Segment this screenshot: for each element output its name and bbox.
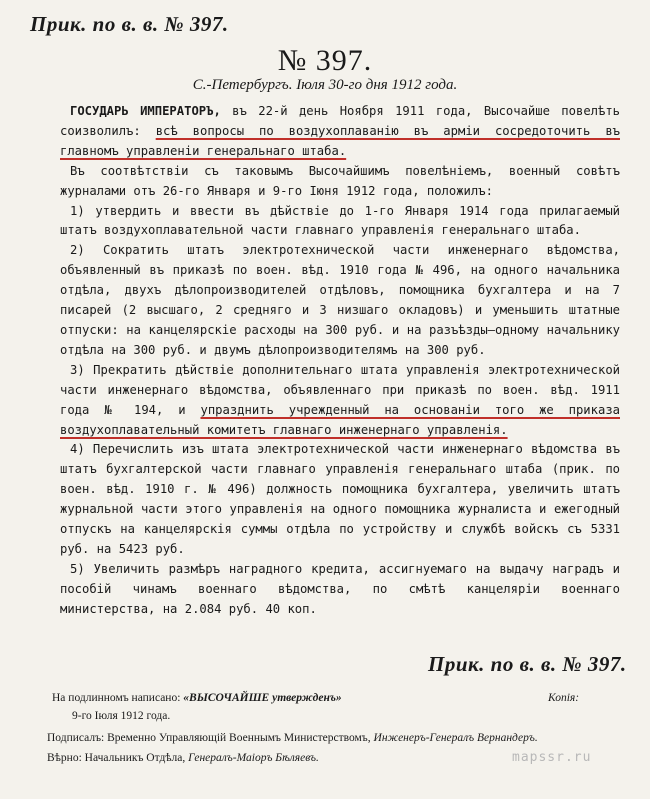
paragraph-item-1: 1) утвердить и ввести въ дѣйствіе до 1-го Января 1914 года прилагаемый штатъ воздухоплавательной части главнаго управленія генеральнаго штаба. [60,203,620,238]
order-reference-header: Прик. по в. в. № 397. [30,12,229,36]
order-reference-footer: Прик. по в. в. № 397. [428,652,627,676]
paragraph-decree [60,102,620,162]
original-note [52,692,342,704]
signed-value: Временно Управляющій Военнымъ Министерствомъ, [107,732,371,744]
document-number: № 397. [277,44,373,77]
original-date: 9-го Іюля 1912 года. [72,710,171,722]
decree-text: въ 22-й день Ноября 1911 года, Высочайше повелѣть соизволилъ: [60,104,621,138]
decree-underlined-text: всѣ вопросы по воздухоплаванію въ арміи сосредоточить въ главномъ управленіи генеральнаго штаба. [60,123,620,158]
item-3-underlined-text: упразднить учрежденный на основаніи того же приказа воздухоплавательный комитетъ главнаго инженернаго управленія. [60,402,620,437]
original-label: На подлинномъ написано: [52,692,181,704]
verified-name: Генералъ-Маіоръ Бѣляевъ. [188,752,319,764]
verified-line [47,752,319,764]
copy-label: Копія: [548,692,580,704]
verified-label: Вѣрно: [47,752,82,764]
original-value: «ВЫСОЧАЙШЕ утвержденъ» [183,692,342,704]
signed-name: Инженеръ-Генералъ Вернандеръ. [373,732,538,744]
item-3-text: 3) Прекратить дѣйствіе дополнительнаго штата управленія электротехнической части инженернаго вѣдомства, объявленнаго при приказѣ по воен. вѣд. 1911 года № 194, и [60,362,620,417]
paragraph-item-4: 4) Перечислить изъ штата электротехнической части инженернаго вѣдомства въ штатъ бухгалтерской части главнаго управленія генеральнаго штаба (прик. по воен. вѣд. 1910 г. № 496) должность помощника бухгалтера, увеличить штатъ журнальной части этого управленія на одного помощника журналиста и ежегодный отпускъ на канцелярскія суммы отдѣла по устройству и службѣ войскъ съ 5331 руб. на 5423 руб. [60,442,620,556]
order-body [60,102,620,620]
paragraph-item-5: 5) Увеличить размѣръ наградного кредита, ассигнуемаго на выдачу наградъ и пособій чинамъ военнаго вѣдомства, по смѣтѣ канцеляріи военнаго министерства, на 2.084 руб. 40 коп. [60,561,620,616]
paragraph-item-3 [60,361,620,441]
verified-value: Начальникъ Отдѣла, [84,752,186,764]
paragraph-item-2: 2) Сократить штатъ электротехнической части инженернаго вѣдомства, объявленный въ приказѣ по воен. вѣд. 1910 года № 496, на одного начальника отдѣла, двухъ дѣлопроизводителей отдѣловъ, помощника бухгалтера и на 7 писарей (2 высшаго, 2 средняго и 3 низшаго окладовъ) и уменьшить штатные отпуски: на канцелярскіе расходы на 300 руб. и на разъѣзды—одному начальнику отдѣла на 300 руб. и двумъ дѣлопроизводителямъ на 300 руб. [60,243,620,357]
paragraph-council: Въ соотвѣтствіи съ таковымъ Высочайшимъ повелѣніемъ, военный совѣтъ журналами отъ 26-го Января и 9-го Іюня 1912 года, положилъ: [60,163,620,198]
emperor-lead: ГОСУДАРЬ ИМПЕРАТОРЪ, [70,104,221,118]
signed-label: Подписалъ: [47,732,105,744]
signed-line [47,732,538,744]
place-and-date: С.-Петербургъ. Іюля 30-го дня 1912 года. [192,77,458,93]
watermark-text: mapssr.ru [512,750,592,765]
